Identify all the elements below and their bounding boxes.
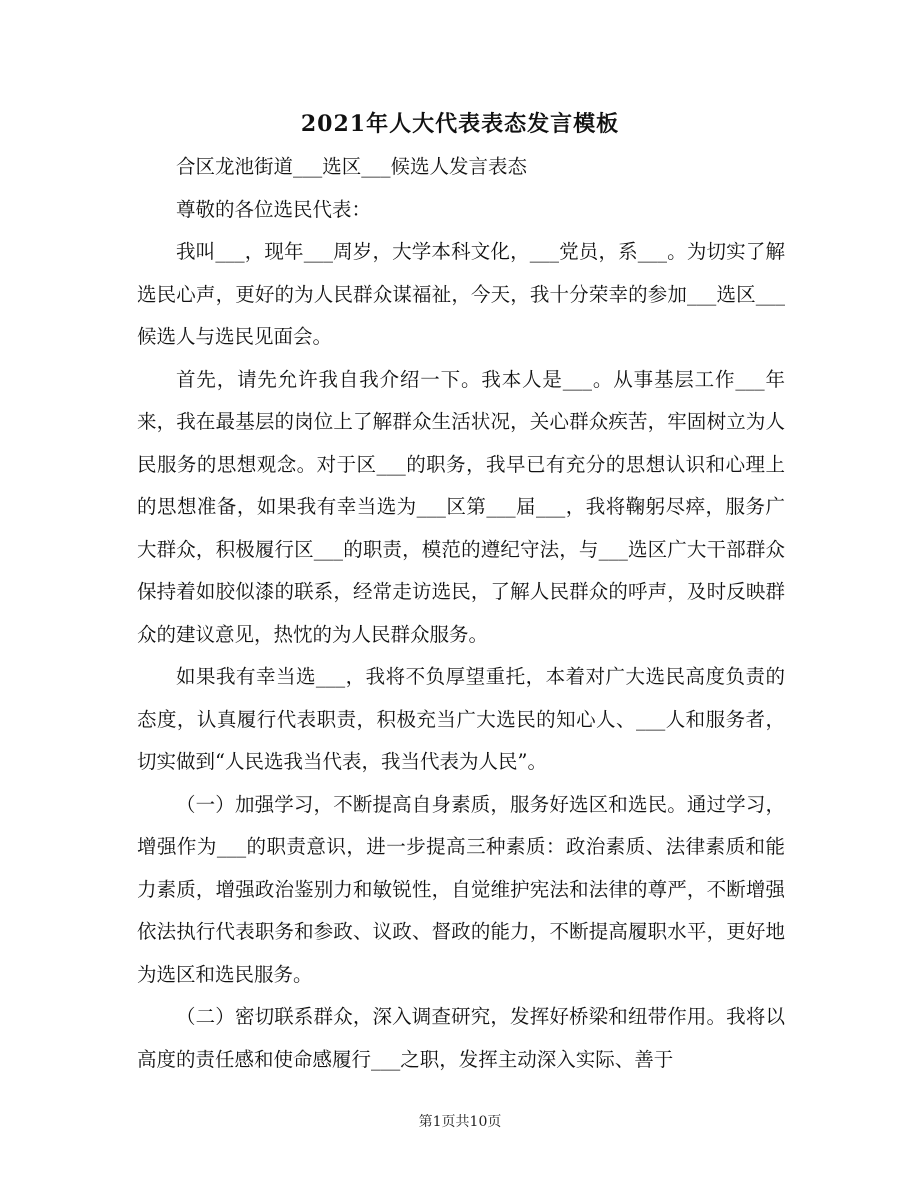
- paragraph-point-one: （一）加强学习，不断提高自身素质，服务好选区和选民。通过学习，增强作为___的职责意识，进一步提高三种素质：政治素质、法律素质和能力素质，增强政治鉴别力和敏锐性，自觉维护宪法和法律的尊严，不断增强依法执行代表职务和参政、议政、督政的能力，不断提高履职水平，更好地为选区和选民服务。: [137, 792, 785, 986]
- paragraph-introduction: 我叫___，现年___周岁，大学本科文化，___党员，系___。为切实了解选民心声，更好的为人民群众谋福祉，今天，我十分荣幸的参加___选区___候选人与选民见面会。: [137, 240, 785, 348]
- paragraph-commitment: 如果我有幸当选___，我将不负厚望重托，本着对广大选民高度负责的态度，认真履行代表职责，积极充当广大选民的知心人、___人和服务者，切实做到“人民选我当代表，我当代表为人民”。: [137, 665, 785, 773]
- paragraph-self-introduction: 首先，请先允许我自我介绍一下。我本人是___。从事基层工作___年来，我在最基层的岗位上了解群众生活状况，关心群众疾苦，牢固树立为人民服务的思想观念。对于区___的职务，我早已有充分的思想认识和心理上的思想准备，如果我有幸当选为___区第___届___，我将鞠躬尽瘁，服务广大群众，积极履行区___的职责，模范的遵纪守法，与___选区广大干部群众保持着如胶似漆的联系，经常走访选民，了解人民群众的呼声，及时反映群众的建议意见，热忱的为人民群众服务。: [137, 367, 785, 646]
- paragraph-point-two: （二）密切联系群众，深入调查研究，发挥好桥梁和纽带作用。我将以高度的责任感和使命感履行___之职，发挥主动深入实际、善于: [137, 1005, 785, 1071]
- document-body: [137, 146, 785, 1081]
- paragraph-salutation: 尊敬的各位选民代表：: [176, 197, 372, 221]
- page-number-footer: 第1页共10页: [418, 1114, 502, 1130]
- document-title: 2021年人大代表表态发言模板: [300, 111, 620, 137]
- paragraph-candidate-line: 合区龙池街道___选区___候选人发言表态: [176, 155, 528, 178]
